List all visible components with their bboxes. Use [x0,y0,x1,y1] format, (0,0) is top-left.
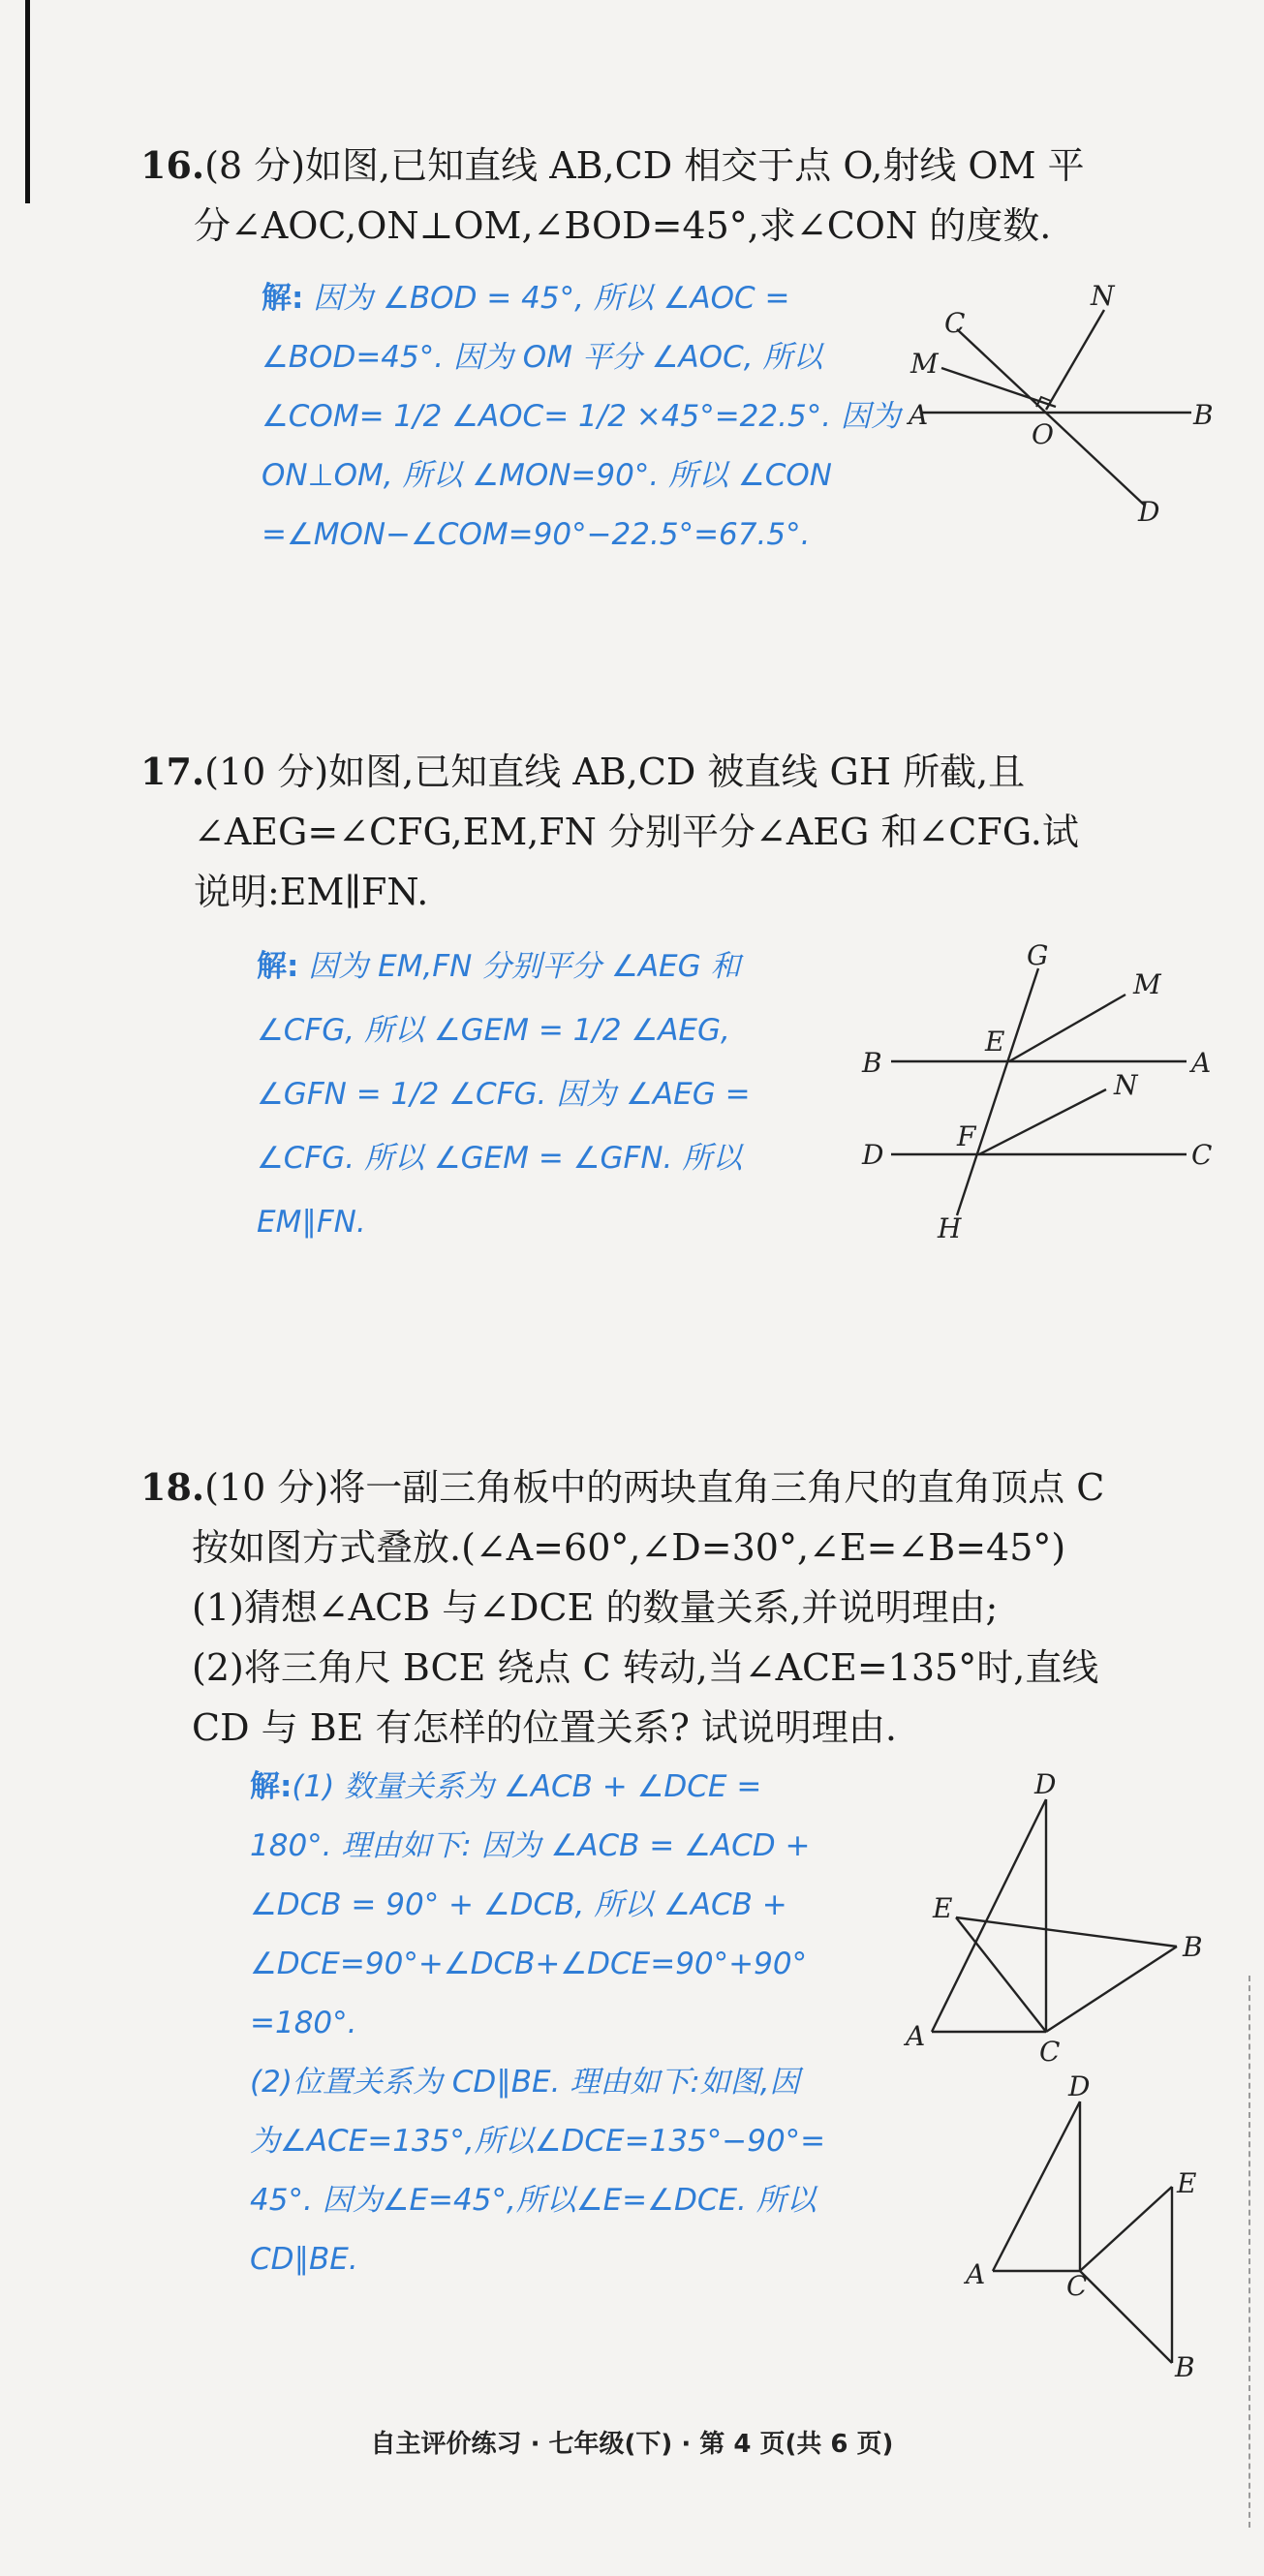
question-number: 16. [140,143,205,187]
solution-line: ∠GFN = 1/2 ∠CFG. 因为 ∠AEG = [257,1077,751,1112]
diagram-18-2 [954,2072,1225,2382]
question-text: (10 分)如图,已知直线 AB,CD 被直线 GH 所截,且 [204,751,1026,793]
question-line [140,1457,1201,1518]
label-F: F [957,1120,976,1152]
label-D: D [1138,496,1160,528]
question-text: 按如图方式叠放.(∠A=60°,∠D=30°,∠E=∠B=45°) [192,1526,1066,1569]
label-B: B [1183,1931,1203,1963]
solution-line: 因为 EM,FN 分别平分 ∠AEG 和 [308,949,741,984]
solution-line: ∠BOD=45°. 因为 OM 平分 ∠AOC, 所以 [262,340,823,375]
solution-line: ∠CFG. 所以 ∠GEM = ∠GFN. 所以 [257,1141,743,1176]
solution-line: ∠DCE=90°+∠DCB+∠DCE=90°+90° [250,1947,808,1981]
label-B: B [1175,2351,1195,2382]
question-text: (1)猜想∠ACB 与∠DCE 的数量关系,并说明理由; [192,1586,999,1629]
segment-CB [1080,2271,1172,2363]
solution-17 [257,935,751,1254]
diagram-16 [901,271,1220,533]
label-C: C [944,307,966,339]
question-text: (2)将三角尺 BCE 绕点 C 转动,当∠ACE=135°时,直线 [192,1646,1099,1689]
segment-DA [993,2101,1080,2271]
solution-line: 180°. 理由如下: 因为 ∠ACB = ∠ACD + [250,1828,811,1863]
segment-CB [1046,1947,1177,2032]
question-text: (10 分)将一副三角板中的两块直角三角尺的直角顶点 C [204,1466,1105,1509]
problem-17 [140,742,1201,922]
page-edge-line [25,0,30,203]
label-N: N [1114,1069,1138,1101]
problem-18 [140,1457,1201,1758]
solution-line: (1) 数量关系为 ∠ACB + ∠DCE = [292,1769,762,1804]
label-D: D [1034,1772,1057,1800]
label-D: D [862,1139,884,1171]
solution-line: ∠CFG, 所以 ∠GEM = 1/2 ∠AEG, [257,1013,730,1048]
question-text: (8 分)如图,已知直线 AB,CD 相交于点 O,射线 OM 平 [204,144,1085,187]
segment-CE [1080,2187,1172,2271]
label-M: M [1133,968,1161,1000]
line-CD [957,329,1145,506]
question-text: ∠AEG=∠CFG,EM,FN 分别平分∠AEG 和∠CFG.试 [194,811,1079,853]
line-GH [957,968,1038,1215]
label-A: A [966,2258,986,2290]
label-H: H [938,1212,962,1244]
solution-line: =∠MON−∠COM=90°−22.5°=67.5°. [262,517,811,552]
label-E: E [1177,2167,1197,2199]
question-number: 18. [140,1465,205,1509]
solution-line: 为∠ACE=135°,所以∠DCE=135°−90°= [250,2124,826,2159]
label-A: A [1191,1047,1212,1079]
label-A: A [906,2020,926,2052]
label-E: E [933,1892,953,1924]
solution-line: (2)位置关系为 CD∥BE. 理由如下:如图,因 [250,2065,800,2100]
solution-line: 因为 ∠BOD = 45°, 所以 ∠AOC = [313,281,790,316]
solution-label: 解: [257,949,299,984]
solution-line: ON⊥OM, 所以 ∠MON=90°. 所以 ∠CON [262,458,832,493]
solution-line: =180°. [250,2006,357,2040]
question-line [140,742,1201,802]
solution-line: EM∥FN. [257,1205,366,1240]
question-text: 分∠AOC,ON⊥OM,∠BOD=45°,求∠CON 的度数. [194,204,1052,247]
label-E: E [985,1026,1005,1058]
question-text: CD 与 BE 有怎样的位置关系? 试说明理由. [192,1706,897,1749]
label-G: G [1027,939,1049,971]
label-D: D [1068,2072,1091,2102]
solution-label: 解: [262,281,304,316]
label-M: M [910,348,939,380]
label-A: A [909,399,929,431]
label-C: C [1191,1139,1213,1171]
ray-ON [1046,310,1104,410]
diagram-17 [852,939,1220,1249]
problem-16 [140,136,1201,256]
solution-line: ∠DCB = 90° + ∠DCB, 所以 ∠ACB + [250,1887,787,1922]
solution-16 [262,269,901,565]
solution-line: ∠COM= 1/2 ∠AOC= 1/2 ×45°=22.5°. 因为 [262,399,901,434]
solution-label: 解: [250,1769,293,1804]
diagram-18-1 [896,1772,1216,2072]
question-number: 17. [140,750,205,793]
label-B: B [1193,399,1214,431]
question-text: 说明:EM∥FN. [194,871,429,913]
question-line [140,136,1201,196]
label-N: N [1091,280,1115,312]
label-C: C [1039,2036,1061,2068]
label-O: O [1032,418,1054,450]
solution-line: 45°. 因为∠E=45°,所以∠E=∠DCE. 所以 [250,2183,817,2218]
solution-18 [250,1758,825,2289]
label-B: B [862,1047,882,1079]
page-footer: 自主评价练习 · 七年级(下) · 第 4 页(共 6 页) [370,2430,894,2459]
solution-line: CD∥BE. [250,2242,358,2277]
ray-FN [979,1089,1106,1154]
segment-EB [956,1917,1177,1947]
label-C: C [1066,2270,1088,2302]
segment-EC [956,1917,1046,2032]
